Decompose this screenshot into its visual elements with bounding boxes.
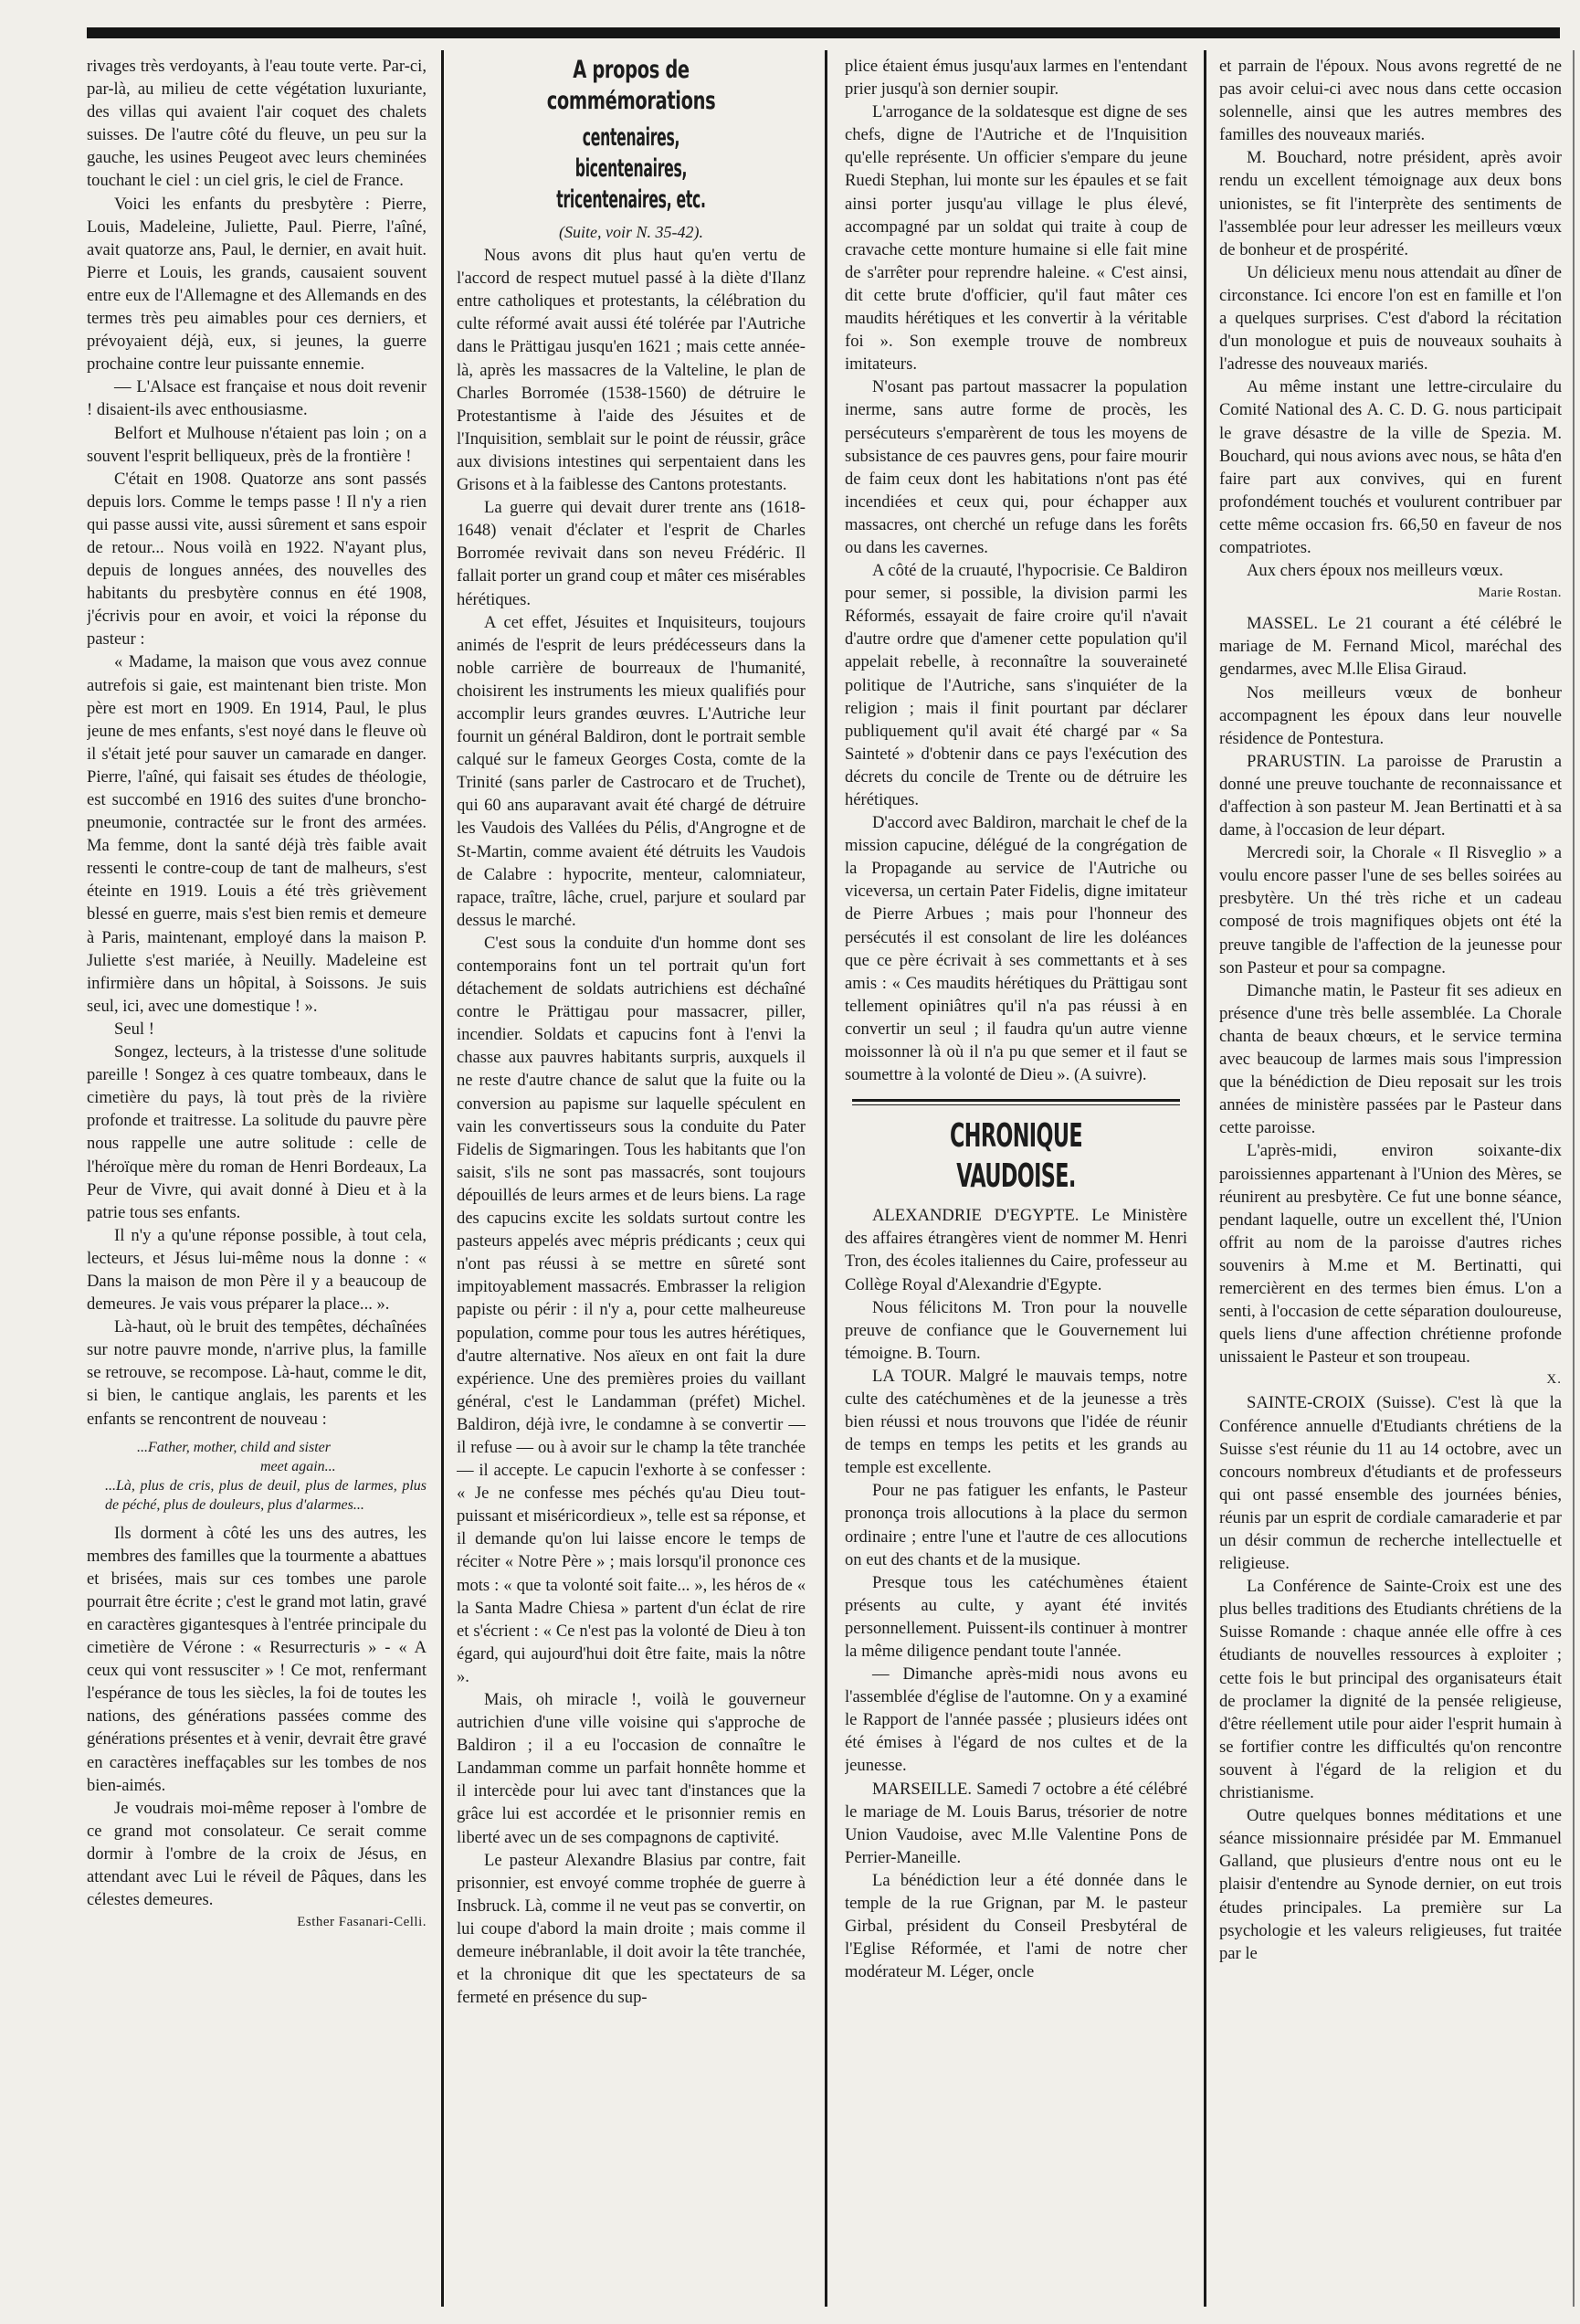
paragraph: ALEXANDRIE D'EGYPTE. Le Ministère des affaires étrangères vient de nommer M. Henri Tron, des écoles italiennes du Caire, professeur au Collège Royal d'Alexandrie d'Egypte. [845, 1206, 1187, 1294]
column-4 [1219, 55, 1562, 2298]
verse-line: ...Father, mother, child and sister [137, 1439, 331, 1455]
paragraph: MASSEL. Le 21 courant a été célébré le mariage de M. Fernand Micol, maréchal des gendarmes, avec M.lle Elisa Giraud. [1219, 614, 1562, 680]
paragraph: Aux chers époux nos meilleurs vœux. [1247, 561, 1503, 581]
column-rule [825, 50, 827, 2307]
paragraph: Nous félicitons M. Tron pour la nouvelle preuve de confiance que le Gouvernement lui témoigne. B. Tourn. [845, 1297, 1187, 1363]
section-divider [852, 1099, 1180, 1105]
column-rule [441, 50, 444, 2307]
paragraph: Au même instant une lettre-circulaire du Comité National des A. C. D. G. nous participait le grave désastre de la ville de Spezia. M. Bouchard, qui nous avions avec nous, se hâta d'en faire part aux convives, qui en furent profondément touchés et voulurent contribuer par cette même occasion frs. 66,50 en faveur de nos compatriotes. [1219, 377, 1562, 557]
paragraph: rivages très verdoyants, à l'eau toute verte. Par-ci, par-là, au milieu de cette végétation luxuriante, des villas qui avaient l'air coquet des chalets suisses. De l'autre côté du fleuve, un peu sur la gauche, les usines Peugeot avec leurs cheminées touchant le ciel : un ciel gris, le ciel de France. [87, 57, 427, 191]
column-1 [87, 55, 427, 2298]
article-title-line-1: A propos de commémorations [546, 56, 716, 115]
column-2 [457, 55, 806, 2298]
paragraph: Songez, lecteurs, à la tristesse d'une solitude pareille ! Songez à ces quatre tombeaux, dans le cimetière du pays, là tout près de la rivière profonde et traitresse. La solitude du pauvre père nous rappelle une autre solitude : celle de l'héroïque mère du roman de Henri Bordeaux, La Peur de Vivre, qui avait donné à Dieu et à la patrie tous ses enfants. [87, 1042, 427, 1222]
paragraph: Belfort et Mulhouse n'étaient pas loin ; on a souvent l'esprit belliqueux, près de la frontière ! [87, 423, 427, 466]
paragraph: MARSEILLE. Samedi 7 octobre a été célébré le mariage de M. Louis Barus, trésorier de notre Union Vaudoise, avec M.lle Valentine Pons de Perrier-Maneille. [845, 1779, 1187, 1867]
paragraph: Nos meilleurs vœux de bonheur accompagnent les époux dans leur nouvelle résidence de Pontestura. [1219, 682, 1562, 748]
paragraph: plice étaient émus jusqu'aux larmes en l'entendant prier jusqu'à son dernier soupir. [845, 57, 1187, 100]
paragraph: La guerre qui devait durer trente ans (1618-1648) venait d'éclater et l'esprit de Charles Borromée revivait dans son neveu Frédéric. Il fallait porter un grand coup et mâter ces misérables hérétiques. [457, 498, 806, 609]
author-signature: Marie Rostan. [1478, 586, 1562, 601]
article-title-line-2: centenaires, bicentenaires, tricentenaires, etc. [556, 123, 706, 214]
paragraph: Voici les enfants du presbytère : Pierre, Louis, Madeleine, Juliette, Paul. Pierre, l'aîné, avait quatorze ans, Paul, le dernier, en avait huit. Pierre et Louis, les grands, causaient souvent entre eux de l'Allemagne et des Allemands en des termes très peu aimables pour ces derniers, et prévoyaient déjà, eux, si jeunes, la guerre prochaine contre leur puissante ennemie. [87, 194, 427, 375]
paragraph: La bénédiction leur a été donnée dans le temple de la rue Grignan, par M. le pasteur Girbal, président du Conseil Presbytéral de l'Eglise Réformée, et l'ami de notre cher modérateur M. Léger, oncle [845, 1870, 1187, 1982]
paragraph: — Dimanche après-midi nous avons eu l'assemblée d'église de l'automne. On y a examiné le Rapport de l'année passée ; plusieurs idées ont été émises à l'égard de nos cultes et de la jeunesse. [845, 1664, 1187, 1776]
paragraph: Seul ! [114, 1019, 154, 1039]
paragraph: Ils dorment à côté les uns des autres, les membres des familles que la tourmente a abattues et brisées, mais sur ces tombes une parole pourrait être écrite ; c'est le grand mot latin, gravé en caractères gigantesques à l'entrée principale du cimetière de Vérone : « Resurrecturis » - « A ceux qui vont ressusciter » ! Ce mot, renfermant l'espérance de tous les siècles, la foi de toutes les nations, des générations passées comme des générations présentes et à venir, devrait être gravé en caractères ineffaçables sur les tombes de nos bien-aimés. [87, 1523, 427, 1795]
paragraph: L'après-midi, environ soixante-dix paroissiennes appartenant à l'Union des Mères, se réunirent au presbytère. Ce fut une bonne séance, pendant laquelle, outre un excellent thé, l'Union offrit au nom de la paroisse d'autres riches souvenirs à M.me et M. Bertinatti, qui remercièrent en des termes bien émus. L'on a senti, à l'occasion de cette séparation douloureuse, quels liens d'une affection chrétienne profonde unissaient le Pasteur et son troupeau. [1219, 1141, 1562, 1368]
paragraph: A cet effet, Jésuites et Inquisiteurs, toujours animés de l'esprit de leurs prédécesseurs dans la noble carrière de bourreaux de l'humanité, choisirent les instruments les mieux qualifiés pour accomplir leurs grandes œuvres. L'Autriche leur fournit un général Baldiron, dont le portrait semble calqué sur le fameux Georges Costa, comte de la Trinité (sans parler de Castrocaro et de Truchet), qui 60 ans auparavant avait été chargé de détruire les Vaudois des Vallées du Pélis, d'Angrogne et de St-Martin, comme avaient été détruits les Vaudois de Calabre : hypocrite, menteur, calomniateur, rapace, traître, lâche, cruel, parjure et soulard par dessus le marché. [457, 612, 806, 930]
author-signature: Esther Fasanari-Celli. [297, 1915, 427, 1930]
paragraph: Je voudrais moi-même reposer à l'ombre de ce grand mot consolateur. Ce serait comme dormir à l'ombre de la croix de Jésus, en attendant avec Lui le réveil de Pâques, dans les célestes demeures. [87, 1798, 427, 1910]
paragraph: Mais, oh miracle !, voilà le gouverneur autrichien d'une ville voisine qui s'approche de Baldiron ; il a eu l'occasion de connaître le Landamman comme un parfait honnête homme et il intercède pour lui avec tant d'instances que la grâce lui est accordée et le prisonnier remis en liberté avec un de ses compagnons de captivité. [457, 1690, 806, 1847]
paragraph: Mercredi soir, la Chorale « Il Risveglio » a voulu encore passer l'une de ses belles soirées au presbytère. Un thé très riche et un cadeau composé de trois magnifiques objets ont été la preuve tangible de l'affection de la jeunesse pour son Pasteur et pour sa compagne. [1219, 843, 1562, 977]
verse-line: meet again... [260, 1458, 336, 1474]
article-subtitle: (Suite, voir N. 35-42). [559, 223, 703, 241]
paragraph: A côté de la cruauté, l'hypocrisie. Ce Baldiron pour semer, si possible, la division parmi les Réformés, essayait de faire croire qu'il n'avait d'autre ordre que d'amener cette population qu'il appelait rebelle, à reconnaître la souveraineté politique de l'Autriche, sans s'inquiéter de la religion ; mais il finit pourtant par déclarer publiquement qu'il avait été chargé par « Sa Sainteté » d'obtenir dans ce pays l'exécution des décrets du concile de Trente ou de détruire les hérétiques. [845, 561, 1187, 809]
column-3 [845, 55, 1187, 2298]
paragraph: L'arrogance de la soldatesque est digne de ses chefs, digne de l'Autriche et de l'Inquisition qu'elle représente. Un officier s'empare du jeune Ruedi Stephan, lui monte sur les épaules et se fait ainsi porter jusqu'au village le plus élevé, accompagné par un soldat qui traite à coup de cravache cette monture humaine si elle fait mine de s'arrêter pour reprendre haleine. « C'est ainsi, dit cette brute d'officier, qu'il faut mâter ces maudits hérétiques et les convertir à la véritable foi ». Son exemple trouve de nombreux imitateurs. [845, 102, 1187, 375]
paragraph: La Conférence de Sainte-Croix est une des plus belles traditions des Etudiants chrétiens de la Suisse Romande : chaque année elle offre à ces étudiants de nouvelles ressources à exploiter ; cette fois le but principal des organisateurs était de proclamer la dignité de la pensée religieuse, d'être réellement utile pour aider l'esprit humain à se fortifier contre les difficultés qu'on rencontre souvent à l'égard de la religion et du christianisme. [1219, 1577, 1562, 1803]
author-signature: X. [1546, 1372, 1562, 1388]
paragraph: PRARUSTIN. La paroisse de Prarustin a donné une preuve touchante de reconnaissance et d'affection à son pasteur M. Jean Bertinatti et à sa dame, à l'occasion de leur départ. [1219, 751, 1562, 840]
paragraph: Nous avons dit plus haut qu'en vertu de l'accord de respect mutuel passé à la diète d'Ilanz entre catholiques et protestants, la célébration du culte réformé avait aussi été tolérée par l'Autriche dans le Prättigau jusqu'en 1621 ; mais cette année-là, après les massacres de la Valteline, le plan de Charles Borromée (1538-1560) de détruire le Protestantisme à l'aide des Jésuites et de l'Inquisition, semblait sur le point de réussir, grâce aux divisions intestines qui serpentaient dans les Grisons et à la faiblesse des Cantons protestants. [457, 246, 806, 495]
paragraph: Outre quelques bonnes méditations et une séance missionnaire présidée par M. Emmanuel Galland, que plusieurs d'entre nous ont eu le plaisir d'entendre au Synode dernier, on eut trois études principales. La première sur La psychologie et les valeurs religieuses, fut traitée par le [1219, 1806, 1562, 1963]
paragraph: Un délicieux menu nous attendait au dîner de circonstance. Ici encore l'on est en famille et l'on a quelques surprises. C'est d'abord la récitation d'un monologue et puis de nouveaux souhaits à l'adresse des nouveaux mariés. [1219, 262, 1562, 375]
paragraph: C'était en 1908. Quatorze ans sont passés depuis lors. Comme le temps passe ! Il n'y a rien qui passe aussi vite, aussi sûrement et sans espoir de retour... Nous voilà en 1922. N'ayant plus, depuis de longues années, des nouvelles des habitants du presbytère connus en été 1908, j'écrivis pour en avoir, et voici la réponse du pasteur : [87, 469, 427, 650]
paragraph: M. Bouchard, notre président, après avoir rendu un excellent témoignage aux deux bons unionistes, se fit l'interprète des sentiments de l'assemblée pour leur adresser les meilleurs vœux de bonheur et de prospérité. [1219, 148, 1562, 259]
verse-french: ...Là, plus de cris, plus de deuil, plus de larmes, plus de péché, plus de douleurs, plus d'alarmes... [105, 1477, 427, 1513]
paragraph: C'est sous la conduite d'un homme dont ses contemporains font un tel portrait qu'un fort détachement de soldats autrichiens est déchaîné contre le Prättigau pour massacrer, piller, incendier. Soldats et capucins font à l'envi la chasse aux pauvres habitants surpris, auxquels il ne reste d'autre chance de salut que la fuite ou la conversion au papisme sur laquelle spéculent en vain les convertisseurs sous la conduite du Pater Fidelis de Sigmaringen. Tous les habitants que l'on saisit, s'ils ne sont pas massacrés, sont toujours dépouillés de leurs armes et de leurs biens. La rage des capucins excite les soldats surtout contre les pasteurs appelés avec mépris prédicants ; ceux qui n'ont pas réussi à se mettre en sûreté sont impitoyablement massacrés. Embrasser la religion papiste ou périr : il n'y a, pour cette malheureuse population, comme pour tous les autres hérétiques, d'autre alternative. Nos aïeux en ont fait la dure expérience. Une des premières proies du vaillant général, c'est le Landamman (préfet) Michel. Baldiron, déjà ivre, le condamne à se convertir — il refuse — ou à avoir sur le champ la tête tranchée — il accepte. Le capucin l'exhorte à se confesser : « Je ne confesse mes péchés qu'au Dieu tout-puissant et miséricordieux », telle est sa réponse, et il demande qu'on lui laisse encore le temps de réciter « Notre Père » ; mais lorsqu'il prononce ces mots : « que ta volonté soit faite... », les héros de « la Santa Madre Chiesa » partent d'un éclat de rire et s'écrient : « Ce n'est pas la volonté de Dieu à ton égard, qui aujourd'hui doit être faite, mais la nôtre ». [457, 933, 806, 1686]
paragraph: D'accord avec Baldiron, marchait le chef de la mission capucine, délégué de la congrégation de la Propagande au service de l'Autriche ou viceversa, un certain Pater Fidelis, digne imitateur de Pierre Arbues ; mais pour l'honneur des persécutés il est consolant de lire les doléances que ce père écrivait à ses commettants et à ses amis : « Ces maudits hérétiques du Prättigau sont tellement opiniâtres qu'il n'a pas réussi à en convertir un seul ; il faudra qu'un autre vienne moissonner là où il n'a pu que semer et il faut se soumettre à la volonté de Dieu ». (A suivre). [845, 813, 1187, 1085]
paragraph: — L'Alsace est française et nous doit revenir ! disaient-ils avec enthousiasme. [87, 377, 427, 420]
paragraph: « Madame, la maison que vous avez connue autrefois si gaie, est maintenant bien triste. Mon père est mort en 1909. En 1914, Paul, le plus jeune de mes enfants, s'est noyé dans le fleuve où il s'était jeté pour sauver un camarade en danger. Pierre, l'aîné, qui faisait ses études de théologie, est succombé en 1916 des suites d'une broncho-pneumonie, contractée sur le front des armées. Ma femme, dont la santé déjà très faible avait ressenti le contre-coup de tant de malheurs, s'est éteinte en 1919. Louis a été très grièvement blessé en guerre, mais s'est bien remis et demeure à Paris, maintenant, employé dans la maison P. Juliette s'est mariée, à Neuilly. Madeleine est infirmière dans un hôpital, à Soissons. Je suis seul, ici, avec une domestique ! ». [87, 652, 427, 1016]
paragraph: LA TOUR. Malgré le mauvais temps, notre culte des catéchumènes et de la jeunesse a très bien réussi et nous trouvons que l'idée de réunir de temps en temps les petits et les grands au temple est excellente. [845, 1366, 1187, 1478]
paragraph: Pour ne pas fatiguer les enfants, le Pasteur prononça trois allocutions à la place du sermon ordinaire ; entre l'une et l'autre de ces allocutions on eut des chants et de la musique. [845, 1481, 1187, 1569]
paragraph: N'osant pas partout massacrer la population inerme, sans autre forme de procès, les persécuteurs s'emparèrent de tous les moyens de subsistance de ces pauvres gens, pour faire mourir de faim ceux dont les habitations n'ont pas été incendiées et ceux qui, pour échapper aux massacres, ont cherché un refuge dans les forêts ou dans les cavernes. [845, 377, 1187, 557]
paragraph: Là-haut, où le bruit des tempêtes, déchaînées sur notre pauvre monde, n'arrive plus, la famille se retrouve, se recompose. Là-haut, comme le dit, si bien, le cantique anglais, les parents et les enfants se rencontrent de nouveau : [87, 1317, 427, 1429]
section-title: CHRONIQUE VAUDOISE. [950, 1117, 1082, 1196]
page-edge [1573, 50, 1575, 2307]
paragraph: Le pasteur Alexandre Blasius par contre, fait prisonnier, est envoyé comme trophée de guerre à Insbruck. Là, comme il ne veut pas se convertir, on lui coupe d'abord la main droite ; mais comme il demeure inébranlable, il doit avoir la tête tranchée, et la chronique dit que les spectateurs de sa fermeté en présence du sup- [457, 1850, 806, 2008]
paragraph: Dimanche matin, le Pasteur fit ses adieux en présence d'une très belle assemblée. La Chorale chanta de beaux chœurs, et le service termina avec beaucoup de larmes mais sous l'impression que la bénédiction de Dieu reposait sur les trois années de ministère passées par le Pasteur dans cette paroisse. [1219, 980, 1562, 1138]
paragraph: Presque tous les catéchumènes étaient présents au culte, y ayant été invités personnellement. Puissent-ils continuer à montrer la même diligence pendant toute l'année. [845, 1572, 1187, 1661]
paragraph: et parrain de l'époux. Nous avons regretté de ne pas avoir celui-ci avec nous dans cette occasion solennelle, ainsi que les autres membres des familles des nouveaux mariés. [1219, 57, 1562, 145]
top-rule [87, 27, 1560, 38]
paragraph: Il n'y a qu'une réponse possible, à tout cela, lecteurs, et Jésus lui-même nous la donne : « Dans la maison de mon Père il y a beaucoup de demeures. Je vais vous préparer la place... ». [87, 1225, 427, 1315]
column-rule [1204, 50, 1206, 2307]
paragraph: SAINTE-CROIX (Suisse). C'est là que la Conférence annuelle d'Etudiants chrétiens de la Suisse s'est réunie du 11 au 14 octobre, avec un concours nombreux d'étudiants et de professeurs qui ont passé ensemble des journées bénies, réunis par un esprit de cordiale camaraderie et par un désir commun de recherche intellectuelle et religieuse. [1219, 1393, 1562, 1574]
